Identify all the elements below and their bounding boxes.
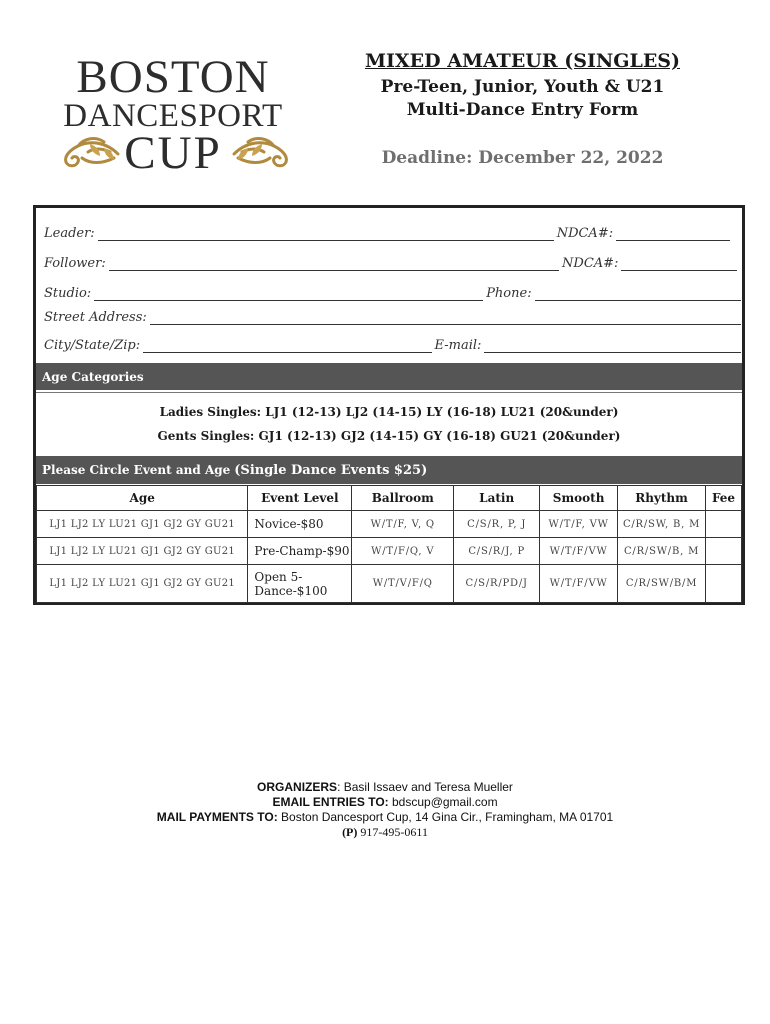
smooth-dances[interactable]: W/T/F/VW [540,538,618,565]
table-row [37,538,742,565]
phone-line [0,825,770,840]
organizers-names: : Basil Issaev and Teresa Mueller [337,780,513,794]
phone-field[interactable] [535,287,741,301]
table-row [37,565,742,603]
event-level[interactable]: Open 5-Dance-$100 [248,565,352,603]
email-label: E-mail: [434,338,482,353]
col-rhythm: Rhythm [618,486,706,511]
ballroom-dances[interactable]: W/T/F, V, Q [352,511,454,538]
events-heading: Please Circle Event and Age [42,463,231,477]
organizers-label: ORGANIZERS [257,780,338,794]
latin-dances[interactable]: C/S/R, P, J [454,511,540,538]
street-field[interactable] [150,311,741,325]
ndca-label-2: NDCA#: [562,256,619,271]
event-level[interactable]: Novice-$80 [248,511,352,538]
logo-line-dancesport: DANCESPORT [63,98,283,134]
phone-label: Phone: [486,286,532,301]
leader-ndca-field[interactable] [616,227,730,241]
rhythm-dances[interactable]: C/R/SW/B/M [618,565,706,603]
email-field[interactable] [484,339,741,353]
follower-row [44,251,740,271]
deadline-text: Deadline: December 22, 2022 [381,148,664,168]
gold-leaf-right-icon [232,134,292,170]
table-row [37,511,742,538]
col-age: Age [37,486,248,511]
follower-field[interactable] [109,257,559,271]
phone-prefix: (P) [342,825,358,839]
events-table [36,485,742,603]
gold-leaf-left-icon [60,134,120,170]
event-level[interactable]: Pre-Champ-$90 [248,538,352,565]
age-categories-heading: Age Categories [42,369,144,384]
fee-field[interactable] [706,511,742,538]
city-label: City/State/Zip: [44,338,141,353]
email-address[interactable]: bdscup@gmail.com [388,795,498,809]
latin-dances[interactable]: C/S/R/PD/J [454,565,540,603]
logo [48,52,298,182]
age-categories-header [36,363,742,390]
form-subtitle-type: Multi-Dance Entry Form [406,100,639,120]
city-email-row [44,333,744,353]
age-options[interactable]: LJ1 LJ2 LY LU21 GJ1 GJ2 GY GU21 [37,565,248,603]
fee-field[interactable] [706,538,742,565]
rhythm-dances[interactable]: C/R/SW/B, M [618,538,706,565]
col-event-level: Event Level [248,486,352,511]
form-title: MIXED AMATEUR (SINGLES) [364,50,681,72]
phone-number: 917-495-0611 [357,825,428,839]
email-entries-label: EMAIL ENTRIES TO: [272,795,389,809]
col-fee: Fee [706,486,742,511]
age-categories-list [36,392,742,456]
col-smooth: Smooth [540,486,618,511]
events-heading-note: (Single Dance Events $25) [234,462,428,478]
studio-field[interactable] [94,287,483,301]
studio-row [44,281,744,301]
col-latin: Latin [454,486,540,511]
city-field[interactable] [143,339,431,353]
ballroom-dances[interactable]: W/T/F/Q, V [352,538,454,565]
leader-label: Leader: [44,226,95,241]
ndca-label: NDCA#: [556,226,614,241]
smooth-dances[interactable]: W/T/F, VW [540,511,618,538]
age-options[interactable]: LJ1 LJ2 LY LU21 GJ1 GJ2 GY GU21 [37,538,248,565]
follower-ndca-field[interactable] [621,257,737,271]
street-row [44,305,744,325]
mail-payments-label: MAIL PAYMENTS TO: [156,810,278,824]
latin-dances[interactable]: C/S/R/J, P [454,538,540,565]
leader-row [44,221,740,241]
mail-line [0,810,770,825]
entry-form [33,205,745,605]
fee-field[interactable] [706,565,742,603]
gents-singles-categories: Gents Singles: GJ1 (12-13) GJ2 (14-15) GY (16-18) GU21 (20&under) [157,429,621,443]
rhythm-dances[interactable]: C/R/SW, B, M [618,511,706,538]
age-options[interactable]: LJ1 LJ2 LY LU21 GJ1 GJ2 GY GU21 [37,511,248,538]
smooth-dances[interactable]: W/T/F/VW [540,565,618,603]
studio-label: Studio: [44,286,92,301]
organizer-info [0,780,770,840]
ballroom-dances[interactable]: W/T/V/F/Q [352,565,454,603]
organizers-line [0,780,770,795]
logo-line-boston: BOSTON [76,51,270,103]
street-label: Street Address: [44,310,147,325]
follower-label: Follower: [44,256,106,271]
email-line [0,795,770,810]
logo-line-cup: CUP [124,127,222,179]
events-table-header [37,486,742,511]
leader-field[interactable] [98,227,554,241]
col-ballroom: Ballroom [352,486,454,511]
ladies-singles-categories: Ladies Singles: LJ1 (12-13) LJ2 (14-15) LY (16-18) LU21 (20&under) [159,405,619,419]
events-header [36,456,742,484]
mail-address: Boston Dancesport Cup, 14 Gina Cir., Framingham, MA 01701 [277,810,614,824]
form-subtitle-ages: Pre-Teen, Junior, Youth & U21 [380,77,665,97]
